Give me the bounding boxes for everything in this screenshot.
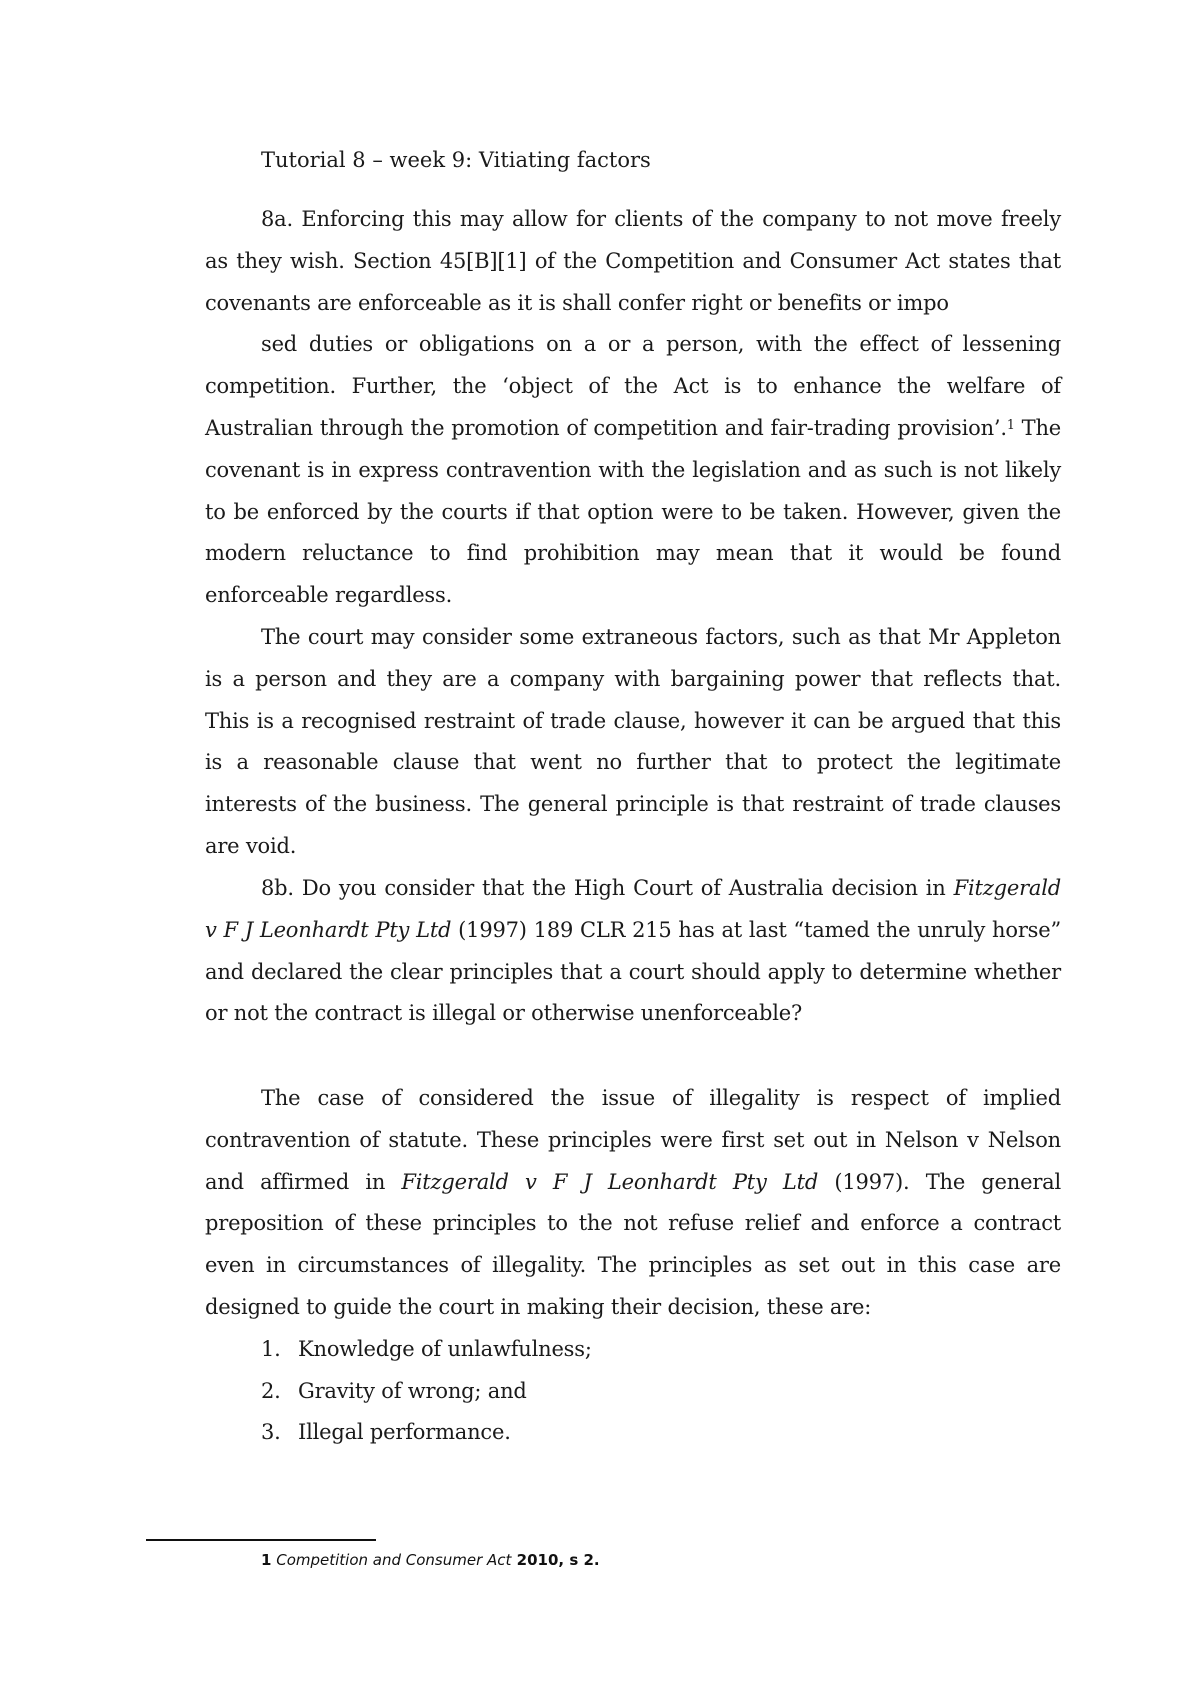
footnote-reference: 1 <box>1006 416 1015 432</box>
case-citation: Fitzgerald v F J Leonhardt Pty Ltd <box>401 1169 819 1194</box>
discussion-text: The case of considered the issue of illegality is respect of implied contravention of statute. These principles were first set out in Nelson v Nelson and affirmed in <box>205 1086 1061 1194</box>
section-8a <box>205 199 1061 868</box>
list-item <box>205 1329 1061 1371</box>
list-item <box>205 1371 1061 1413</box>
list-item-number: 3. <box>261 1420 281 1445</box>
paragraph-8b-question <box>205 868 1061 1035</box>
list-item-text: Gravity of wrong; and <box>298 1378 527 1403</box>
section-8b-question <box>205 868 1061 1035</box>
principles-list <box>205 1329 1061 1454</box>
paragraph-8a-part2 <box>205 324 1061 617</box>
list-item <box>205 1412 1061 1454</box>
footnote-separator <box>146 1539 376 1541</box>
footnote <box>261 1548 600 1572</box>
case-citation: Fitzgerald v F J Leonhardt Pty Ltd <box>205 876 1061 942</box>
footnote-number: 1 <box>261 1551 272 1569</box>
paragraph-8a-second: The court may consider some extraneous factors, such as that Mr Appleton is a person and they are a company with bargaining power that reflects that. This is a recognised restraint of trade clause, however it can be argued that this is a reasonable clause that went no further that to protect the legitimate interests of the business. The general principle is that restraint of trade clauses are void. <box>205 624 1061 858</box>
list-item-text: Knowledge of unlawfulness; <box>298 1336 592 1361</box>
page-title: Tutorial 8 – week 9: Vitiating factors <box>261 148 651 172</box>
question-text: 8b. Do you consider that the High Court of Australia decision in <box>261 876 954 900</box>
paragraph-discussion <box>205 1078 1061 1329</box>
paragraph-8a-part2-text: sed duties or obligations on a or a person, with the effect of lessening competition. Further, the ‘object of the Act is to enhance the welfare of Australian through the promotion of competition and fair-trading provision’. <box>205 332 1061 440</box>
discussion-text-continuation: (1997). The general preposition of these principles to the not refuse relief and enforce a contract even in circumstances of illegality. The principles as set out in this case are designed to guide the court in making their decision, these are: <box>205 1169 1061 1319</box>
list-item-number: 1. <box>261 1336 281 1361</box>
paragraph-8a-part2-continuation: The covenant is in express contravention with the legislation and as such is not likely to be enforced by the courts if that option were to be taken. However, given the modern reluctance to find prohibition may mean that it would be found enforceable regardless. <box>205 415 1061 608</box>
footnote-source-title: Competition and Consumer Act <box>276 1551 512 1569</box>
list-item-text: Illegal performance. <box>298 1420 511 1445</box>
section-8b-discussion <box>205 1078 1061 1454</box>
list-item-number: 2. <box>261 1378 281 1403</box>
question-text-continuation: (1997) 189 CLR 215 has at last “tamed the unruly horse” and declared the clear principles that a court should apply to determine whether or not the contract is illegal or otherwise unenforceable? <box>205 917 1061 1026</box>
footnote-source-detail: 2010, s 2. <box>511 1551 600 1569</box>
paragraph-8a-part1: 8a. Enforcing this may allow for clients of the company to not move freely as they wish. Section 45[B][1] of the Competition and Consumer Act states that covenants are enforceable as it is shall confer right or benefits or impo <box>205 207 1061 315</box>
